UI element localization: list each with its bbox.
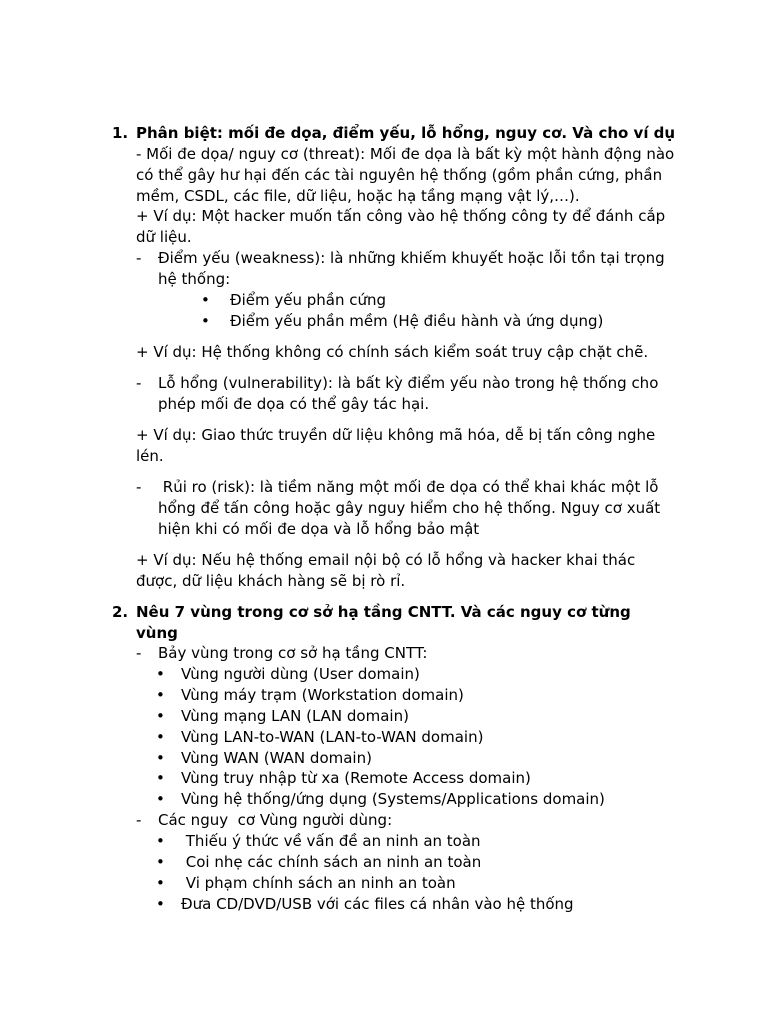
domain-list-item: Vùng máy trạm (Workstation domain) — [181, 686, 464, 704]
risks-dash-marker: - — [136, 811, 142, 829]
user-risk-item: Coi nhẹ các chính sách an ninh an toàn — [181, 853, 482, 871]
risk-definition-line: Rủi ro (risk): là tiềm năng một mối đe dọa có thể khai khác một lỗ — [158, 478, 659, 496]
threat-example-line: + Ví dụ: Một hacker muốn tấn công vào hệ thống công ty để đánh cắp — [136, 207, 666, 225]
domain-list-item: Vùng LAN-to-WAN (LAN-to-WAN domain) — [181, 728, 484, 746]
bullet-icon: • — [156, 728, 165, 746]
bullet-icon: • — [156, 874, 165, 892]
section-2-heading-line: vùng — [136, 624, 178, 642]
weakness-bullet-item: Điểm yếu phần mềm (Hệ điều hành và ứng dụng) — [230, 312, 604, 330]
bullet-icon: • — [156, 686, 165, 704]
domain-list-item: Vùng người dùng (User domain) — [181, 665, 420, 683]
weakness-definition-line: Điểm yếu (weakness): là những khiếm khuyết hoặc lỗi tồn tại trọng — [158, 249, 665, 267]
vulnerability-dash-marker: - — [136, 374, 142, 392]
bullet-icon: • — [201, 312, 210, 330]
user-risk-item: Thiếu ý thức về vấn đề an ninh an toàn — [181, 832, 481, 850]
bullet-icon: • — [156, 769, 165, 787]
bullet-icon: • — [156, 832, 165, 850]
domain-list-item: Vùng truy nhập từ xa (Remote Access domain) — [181, 769, 531, 787]
section-1-heading: Phân biệt: mối đe dọa, điểm yếu, lỗ hổng, nguy cơ. Và cho ví dụ — [136, 124, 676, 142]
section-2-heading-line: Nêu 7 vùng trong cơ sở hạ tầng CNTT. Và các nguy cơ từng — [136, 603, 631, 621]
threat-definition-line: mềm, CSDL, các file, dữ liệu, hoặc hạ tầng mạng vật lý,…). — [136, 187, 580, 205]
risk-example-line: + Ví dụ: Nếu hệ thống email nội bộ có lỗ hổng và hacker khai thác — [136, 551, 636, 569]
threat-example-line: dữ liệu. — [136, 228, 192, 246]
domains-intro: Bảy vùng trong cơ sở hạ tầng CNTT: — [158, 644, 428, 662]
weakness-definition-line: hệ thống: — [158, 270, 231, 288]
domain-list-item: Vùng hệ thống/ứng dụng (Systems/Applications domain) — [181, 790, 605, 808]
bullet-icon: • — [156, 853, 165, 871]
vulnerability-example-line: lén. — [136, 447, 164, 465]
bullet-icon: • — [156, 665, 165, 683]
risk-definition-line: hiện khi có mối đe dọa và lỗ hổng bảo mật — [158, 520, 480, 538]
vulnerability-definition-line: Lỗ hổng (vulnerability): là bất kỳ điểm yếu nào trong hệ thống cho — [158, 374, 659, 392]
risk-example-line: được, dữ liệu khách hàng sẽ bị rò rỉ. — [136, 572, 406, 590]
risk-dash-marker: - — [136, 478, 142, 496]
bullet-icon: • — [156, 895, 165, 913]
risk-definition-line: hổng để tấn công hoặc gây nguy hiểm cho hệ thống. Nguy cơ xuất — [158, 499, 661, 517]
user-risk-item: Vi phạm chính sách an ninh an toàn — [181, 874, 456, 892]
weakness-bullet-item: Điểm yếu phần cứng — [230, 291, 387, 309]
bullet-icon: • — [156, 707, 165, 725]
threat-definition-line: - Mối đe dọa/ nguy cơ (threat): Mối đe dọa là bất kỳ một hành động nào — [136, 145, 675, 163]
weakness-example: + Ví dụ: Hệ thống không có chính sách kiểm soát truy cập chặt chẽ. — [136, 343, 649, 361]
section-2-number: 2. — [112, 603, 129, 621]
vulnerability-definition-line: phép mối đe dọa có thể gây tác hại. — [158, 395, 430, 413]
domain-list-item: Vùng mạng LAN (LAN domain) — [181, 707, 409, 725]
threat-definition-line: có thể gây hư hại đến các tài nguyên hệ thống (gồm phần cứng, phần — [136, 166, 663, 184]
user-risk-item: Đưa CD/DVD/USB với các files cá nhân vào hệ thống — [181, 895, 574, 913]
domains-dash-marker: - — [136, 644, 142, 662]
bullet-icon: • — [156, 749, 165, 767]
bullet-icon: • — [201, 291, 210, 309]
domain-list-item: Vùng WAN (WAN domain) — [181, 749, 372, 767]
weakness-dash-marker: - — [136, 249, 142, 267]
vulnerability-example-line: + Ví dụ: Giao thức truyền dữ liệu không mã hóa, dễ bị tấn công nghe — [136, 426, 656, 444]
user-risks-intro: Các nguy cơ Vùng người dùng: — [158, 811, 393, 829]
bullet-icon: • — [156, 790, 165, 808]
section-1-number: 1. — [112, 124, 129, 142]
